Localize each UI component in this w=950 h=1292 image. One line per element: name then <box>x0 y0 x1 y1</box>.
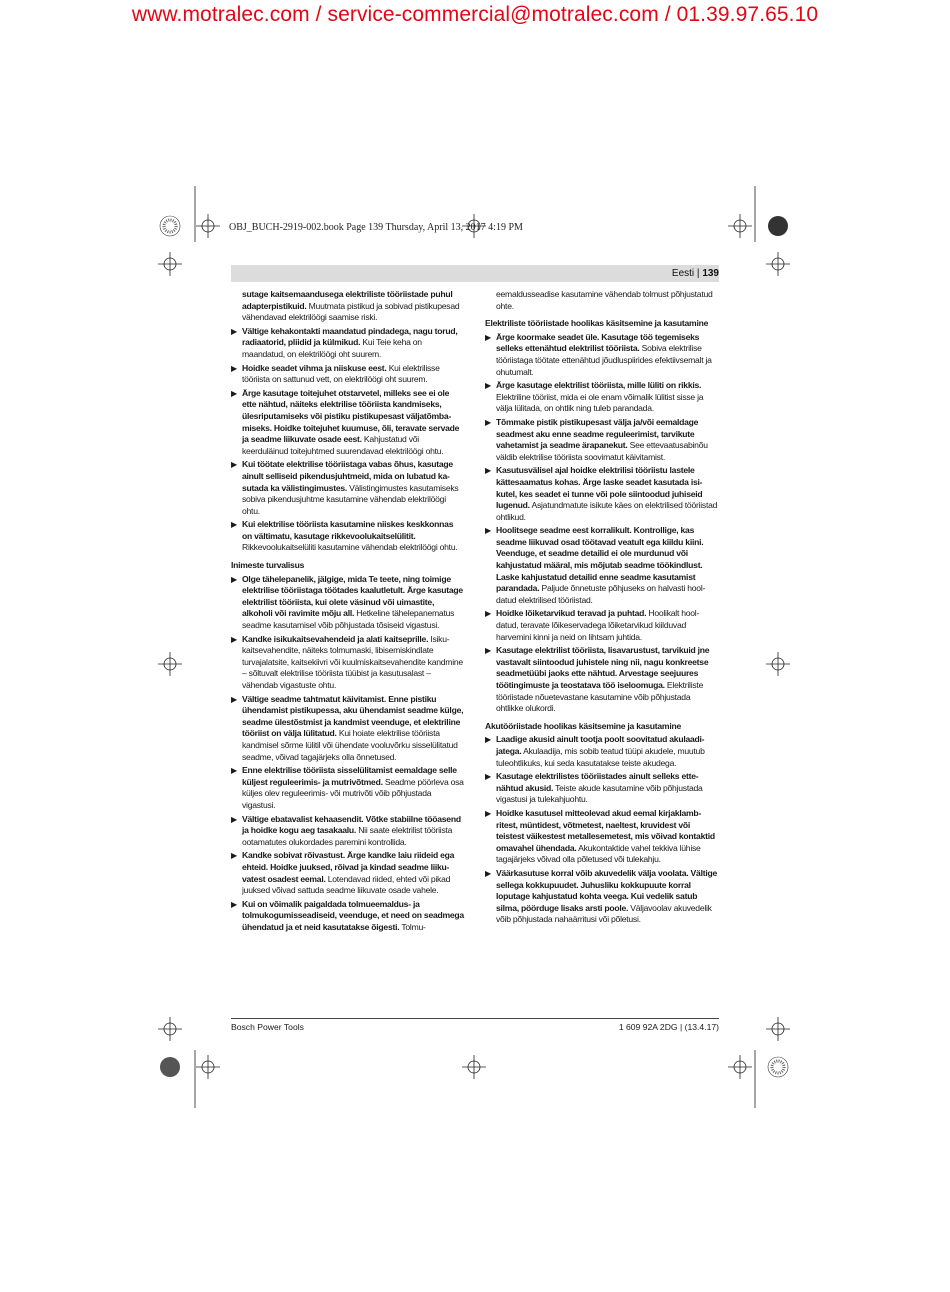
bullet-icon: ▶ <box>231 363 237 373</box>
item-text: Paljude õnnetuste põhjuseks on halvasti hooldatud elektrilised tööriistad. <box>496 583 706 605</box>
section-heading: Inimeste turvalisus <box>231 560 305 571</box>
bullet-icon: ▶ <box>485 772 491 782</box>
list-item <box>231 363 464 386</box>
item-bold: Kui töötate elektrilise tööriistaga vabas õhus, kasutage ainult selliseid pikendusjuhtmeid, mida on lubatud kasutada ka välistingimustes. <box>242 459 453 493</box>
contact-line: www.motralec.com / service-commercial@motralec.com / 01.39.97.65.10 <box>131 3 819 26</box>
bullet-icon: ▶ <box>231 520 237 530</box>
item-bold: Kandke sobivat rõivastust. Ärge kandke laiu riideid ega ehteid. Hoidke juuksed, rõivad ja kindad seadme liikuvatest osadest eemal. <box>242 850 455 884</box>
bullet-icon: ▶ <box>485 526 491 536</box>
item-bold: Kasutusvälisel ajal hoidke elektrilisi tööriistu lastele kättesaamatus kohas. Ärge laske seadet kasutada isikutel, kes seadet ei tunne või pole siintoodud juhiseid lugenud. <box>496 465 703 511</box>
bullet-icon: ▶ <box>231 574 237 584</box>
section-heading: Elektriliste tööriistade hoolikas käsitsemine ja kasutamine <box>485 318 709 329</box>
section-heading: Akutööriistade hoolikas käsitsemine ja kasutamine <box>485 720 681 731</box>
item-text: Isikukaitsevahendite, näiteks tolmumaski, libisemiskindlate turvajalatsite, kaitsekiivri või kuulmiskaitsevahendite kandmine – sõltuvalt elektrilise tööriista tüübist ja kasutusalast – vähendab vigastuste ohtu. <box>242 633 463 690</box>
left-column <box>231 289 464 935</box>
bullet-icon: ▶ <box>231 460 237 470</box>
bullet-icon: ▶ <box>485 417 491 427</box>
list-item <box>231 326 464 361</box>
page-number: 139 <box>702 268 719 279</box>
item-text: Teiste akude kasutamine võib põhjustada vigastusi ja tulekahjuohtu. <box>496 782 703 805</box>
item-text: Välistingimustes kasutamiseks sobiva pikendusjuhtme kasutamine vähendab elektrilöögi ohtu. <box>242 482 459 516</box>
list-item <box>485 868 718 926</box>
item-text: Elektriline tööriist, mida ei ole enam võimalik lülitist sisse ja välja lülitada, on ohtlik ning tuleb parandada. <box>496 391 704 414</box>
left-intro-bold: sutage kaitsemaandusega elektriliste tööriistade puhul adapterpistikuid. <box>242 289 453 311</box>
header-separator: | <box>694 268 703 279</box>
bullet-icon: ▶ <box>485 868 491 878</box>
item-bold: Kui elektrilise tööriista kasutamine niiskes keskkonnas on vältimatu, kasutage rikkevoolukaitselülitit. <box>242 519 454 541</box>
item-bold: Vältige seadme tahtmatut käivitamist. Enne pistiku ühendamist pistikupessa, aku ühendamist seadme külge, seadme ülestõstmist ja kandmist veenduge, et elektriline tööriist on välja lülitatud. <box>242 693 464 739</box>
list-item <box>485 417 718 463</box>
bullet-icon: ▶ <box>485 646 491 656</box>
list-item <box>485 332 718 378</box>
list-item <box>485 734 718 769</box>
item-text: Tolmu- <box>399 921 426 932</box>
bullet-icon: ▶ <box>231 634 237 644</box>
bullet-icon: ▶ <box>485 735 491 745</box>
item-bold: Olge tähelepanelik, jälgige, mida Te teete, ning toimige elektrilise tööriistaga töötades kaalutletult. Ärge kasutage elektrilist tööriista, kui olete väsinud või uimastite, alkoholi või ravimite mõju all. <box>242 573 463 619</box>
item-text: Kahjustatud või keerduläinud toitejuhtmed suurendavad elektrilöögi ohtu. <box>242 434 444 456</box>
item-bold: Tõmmake pistik pistikupesast välja ja/või eemaldage seadmest aku enne seadme reguleerimist, tarvikute vahetamist ja seadme ärapanekut. <box>496 416 699 451</box>
bullet-icon: ▶ <box>231 851 237 861</box>
item-text: Akukontaktide vahel tekkiva lühise tagajärjeks võivad olla põletused või tulekahju. <box>496 842 701 865</box>
item-bold: Hoidke kasutusel mitteolevad akud eemal kirjaklambritest, müntidest, võtmetest, naeltest, kruvidest või teistest väikestest metallesemetest, mis võivad kontaktid omavahel ühendada. <box>496 807 715 853</box>
item-text: Asjatundmatute isikute käes on elektrilised tööriistad ohtlikud. <box>496 500 718 522</box>
list-item <box>231 519 464 554</box>
footer-rule <box>231 1018 719 1019</box>
list-item <box>485 380 718 415</box>
item-text: Hetkeline tähelepanematus seadme kasutamisel võib põhjustada tõsiseid vigastusi. <box>242 608 455 631</box>
list-item <box>485 771 718 806</box>
bullet-icon: ▶ <box>231 899 237 909</box>
bullet-icon: ▶ <box>231 814 237 824</box>
item-text: Kui elektrilisse tööriista on sattunud vett, on elektrilöögi oht suurem. <box>242 362 440 385</box>
item-bold: Enne elektrilise tööriista sisselülitamist eemaldage selle küljest reguleerimis- ja mutrivõtmed. <box>242 765 457 787</box>
item-bold: Hoidke lõiketarvikud teravad ja puhtad. <box>496 608 647 619</box>
item-bold: Väärkasutuse korral võib akuvedelik välja voolata. Vältige sellega kokkupuudet. Juhusliku kokkupuute korral loputage kahjustatud kohta veega. Kui vedelik satub silma, pöörduge lisaks arsti poole. <box>496 867 717 913</box>
item-text: Sobiva elektrilise tööriistaga töötate ettenähtud jõudluspiirides efektiivsemalt ja ohutumalt. <box>496 343 712 377</box>
item-bold: Laadige akusid ainult tootja poolt soovitatud akulaadijatega. <box>496 734 705 756</box>
list-item <box>231 814 464 849</box>
item-text: See ettevaatusabinõu väldib elektrilise tööriista soovimatut käivitamist. <box>496 440 708 462</box>
item-bold: Kui on võimalik paigaldada tolmueemaldus- ja tolmukogumisseadiseid, veenduge, et need on seadmega ühendatud ja et neid kasutatakse õigesti. <box>242 898 464 932</box>
item-text: Nii saate elektrilist tööriista ootamatutes olukordades paremini kontrollida. <box>242 825 453 847</box>
left-intro-text: Muutmata pistikud ja sobivad pistikupesad vähendavad elektrilöögi saamise riski. <box>242 300 460 323</box>
item-text: Lotendavad riided, ehted või pikad juuksed võivad sattuda seadme liikuvate osade vahele. <box>242 873 451 896</box>
bullet-icon: ▶ <box>485 381 491 391</box>
bullet-icon: ▶ <box>231 388 237 398</box>
item-text: Hoolikalt hooldatud, teravate lõikeservadega lõiketarvikud kiilduvad harvemini kinni ja neid on lihtsam juhtida. <box>496 608 700 642</box>
item-bold: Ärge koormake seadet üle. Kasutage töö tegemiseks selleks ettenähtud elektrilist tööriista. <box>496 331 700 354</box>
bullet-icon: ▶ <box>231 766 237 776</box>
bullet-icon: ▶ <box>231 694 237 704</box>
bullet-icon: ▶ <box>485 332 491 342</box>
list-item <box>485 525 718 606</box>
item-bold: Hoolitsege seadme eest korralikult. Kontrollige, kas seadme liikuvad osad töötavad veatult ega kiildu kiini. Veenduge, et seadme detailid ei ole murdunud või kahjustatud määral, mis mõjutab seadme töökindlust. Laske kahjustatud detailid enne seadme kasutamist parandada. <box>496 525 704 594</box>
item-bold: Vältige kehakontakti maandatud pindadega, nagu torud, radiaatorid, pliidid ja külmikud. <box>242 325 458 348</box>
item-text: Elektriliste tööriistade nõuetevastane kasutamine võib põhjustada ohtlikke olukordi. <box>496 680 704 714</box>
list-item <box>231 634 464 692</box>
footer-left: Bosch Power Tools <box>231 1022 304 1032</box>
list-item <box>231 850 464 896</box>
item-bold: Kasutage elektrilistes tööriistades ainult selleks ettenähtud akusid. <box>496 771 699 793</box>
item-text: Väljavoolav akuvedelik võib põhjustada nahaärritusi või põletusi. <box>496 902 712 925</box>
item-bold: Kandke isikukaitsevahendeid ja alati kaitseprille. <box>242 633 429 644</box>
list-item <box>231 459 464 517</box>
right-column <box>485 289 718 928</box>
list-item <box>485 808 718 866</box>
footer-right: 1 609 92A 2DG | (13.4.17) <box>618 1022 719 1032</box>
page-header <box>672 266 719 281</box>
item-text: Kui hoiate elektrilise tööriista kandmisel sõrme lülitil või ühendate vooluvõrku sisselülitatud seadme, võivad tagajärjeks olla õnnetused. <box>242 728 458 762</box>
bullet-icon: ▶ <box>485 609 491 619</box>
list-item <box>485 465 718 523</box>
item-bold: Hoidke seadet vihma ja niiskuse eest. <box>242 362 387 373</box>
bullet-icon: ▶ <box>485 466 491 476</box>
list-item <box>231 765 464 811</box>
header-language: Eesti <box>671 268 695 279</box>
item-bold: Vältige ebatavalist kehaasendit. Võtke stabiilne tööasend ja hoidke kogu aeg tasakaalu. <box>242 813 461 836</box>
right-intro: eemaldusseadise kasutamine vähendab tolmust põhjustatud ohte. <box>496 289 713 311</box>
bullet-icon: ▶ <box>485 808 491 818</box>
list-item <box>485 645 718 715</box>
list-item <box>231 694 464 764</box>
item-text: Kui Teie keha on maandatud, on elektrilöögi oht suurem. <box>242 337 422 359</box>
left-intro <box>231 289 464 324</box>
item-text: Akulaadija, mis sobib teatud tüüpi akudele, muutub tuleohtlikuks, kui seda kasutatakse teiste akudega. <box>496 745 705 768</box>
list-item <box>231 899 464 934</box>
bullet-icon: ▶ <box>231 326 237 336</box>
list-item <box>231 388 464 458</box>
list-item <box>231 574 464 632</box>
item-bold: Ärge kasutage elektrilist tööriista, mille lüliti on rikkis. <box>496 380 702 391</box>
header-bar <box>231 265 719 282</box>
list-item <box>485 608 718 643</box>
book-info: OBJ_BUCH-2919-002.book Page 139 Thursday, April 13, 2017 4:19 PM <box>229 222 523 233</box>
item-bold: Kasutage elektrilist tööriista, lisavarustust, tarvikuid jne vastavalt siintoodud juhistele ning nii, nagu konkreetse seadmetüübi jaoks ette nähtud. Arvestage seejuures töötingimuste ja teostatava töö iseloomuga. <box>496 645 710 690</box>
item-bold: Ärge kasutage toitejuhet otstarvetel, milleks see ei ole ette nähtud, näiteks elektrilise tööriista kandmiseks, ülesriputamiseks või pistiku pistikupesast väljatõmbamiseks. Hoidke toitejuhet kuumuse, õli, teravate servade ja seadme liikuvate osade eest. <box>242 387 460 445</box>
item-text: Seadme pöörleva osa küljes olev reguleerimis- või mutrivõti võib põhjustada vigastusi. <box>242 776 464 810</box>
item-text: Rikkevoolukaitselüliti kasutamine vähendab elektrilöögi ohtu. <box>242 542 458 553</box>
